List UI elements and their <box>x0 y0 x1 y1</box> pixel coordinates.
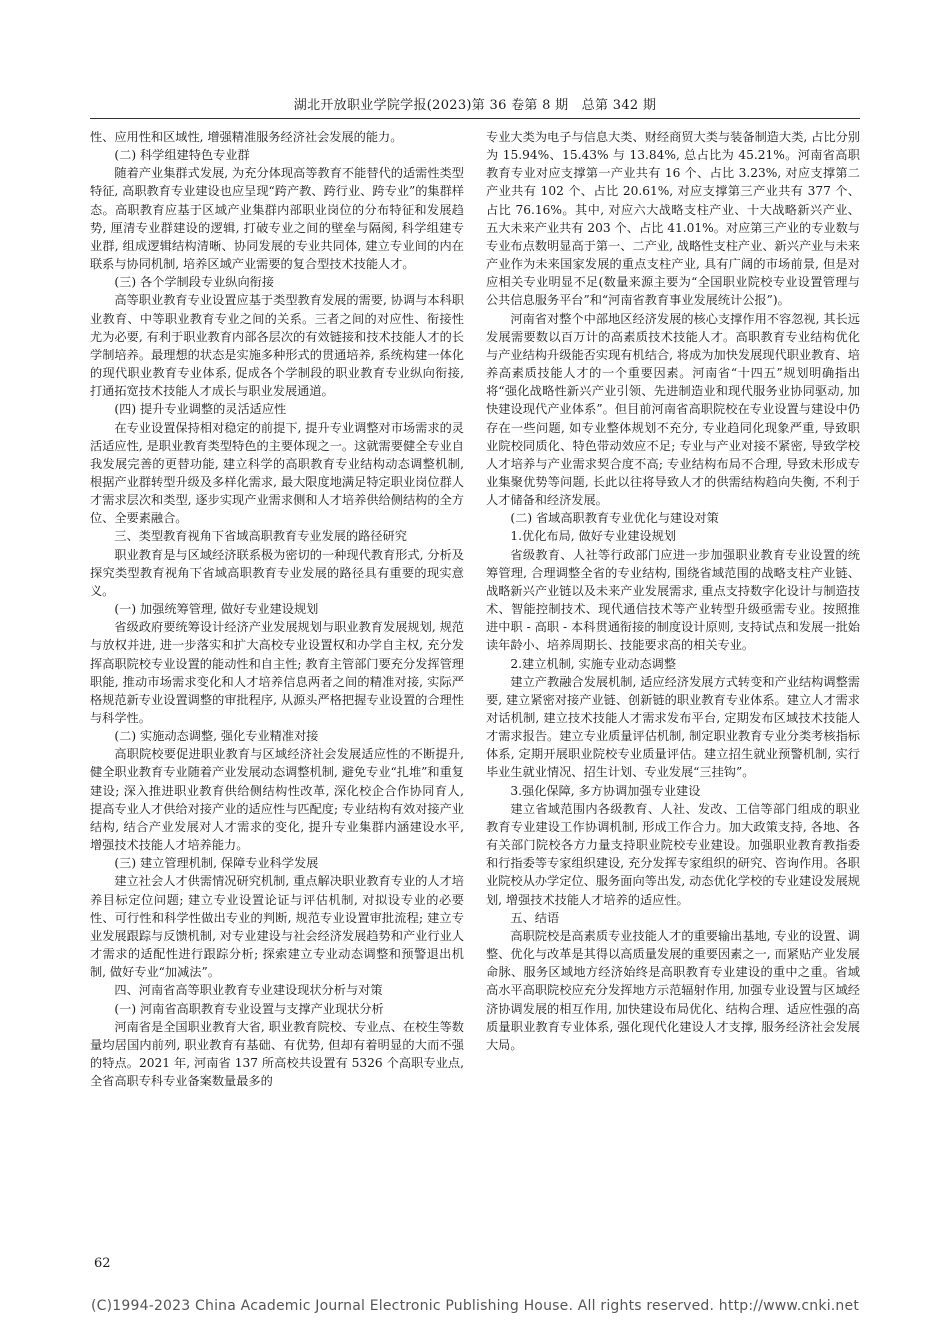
right-section-heading: 1.优化布局, 做好专业建设规划 <box>510 529 677 544</box>
left-paragraph: 建立社会人才供需情况研究机制, 重点解决职业教育专业的人才培养目标定位问题; 建立专业设置论证与评估机制, 对拟设专业的必要性、可行性和科学性做出专业的判断, 规范专业设置审批流程; 建立专业发展跟踪与反馈机制, 对专业建设与社会经济发展趋势和产业行业人才需求的适配性进行跟踪分析; 探索建立专业动态调整和预警退出机制, 做好专业“加减法”。 <box>90 874 464 980</box>
right-section-heading: 五、结语 <box>510 910 560 925</box>
left-section-heading: (三) 建立管理机制, 保障专业科学发展 <box>114 856 319 871</box>
left-paragraph: 高职院校要促进职业教育与区域经济社会发展适应性的不断提升, 健全职业教育专业随着产业发展动态调整机制, 避免专业“扎堆”和重复建设; 深入推进职业教育供给侧结构性改革, 深化校企合作协同育人, 提高专业人才供给对接产业的适应性与匹配度; 专业结构有效对接产业结构, 结合产业发展对人才需求的变化, 提升专业集群内涵建设水平, 增强技术技能人才培养能力。 <box>90 747 464 853</box>
left-section-heading: 三、类型教育视角下省域高职教育专业发展的路径研究 <box>114 529 407 544</box>
left-section-heading: 四、河南省高等职业教育专业建设现状分析与对策 <box>114 983 383 998</box>
left-paragraph: 省级政府要统筹设计经济产业发展规划与职业教育发展规划, 规范与放权并进, 进一步落实和扩大高校专业设置权和办学自主权, 充分发挥高职院校专业设置的能动性和自主性; 教育主管部门要充分发挥管理职能, 推动市场需求变化和人才培养信息两者之间的精准对接, 实际严格规范新专业设置调整的审批程序, 从源头严格把握专业设置的合理性与科学性。 <box>90 620 464 725</box>
left-section-heading: (二) 科学组建特色专业群 <box>114 148 250 163</box>
left-section-heading: (一) 河南省高职教育专业设置与支撑产业现状分析 <box>114 1001 384 1016</box>
right-paragraph: 高职院校是高素质专业技能人才的重要输出基地, 专业的设置、调整、优化与改革是其得以高质量发展的重要因素之一, 而紧贴产业发展命脉、服务区域地方经济始终是高职教育专业建设的重中之重。省域高水平高职院校应充分发挥地方示范辐射作用, 加强专业设置与区域经济协调发展的相互作用, 加快建设布局优化、结构合理、适应性强的高质量职业教育专业体系, 强化现代化建设人才支撑, 服务经济社会发展大局。 <box>486 928 860 1052</box>
right-section-heading: 2.建立机制, 实施专业动态调整 <box>510 656 677 671</box>
copyright-footer: (C)1994-2023 China Academic Journal Electronic Publishing House. All rights reserved. http://www.cnki.net <box>90 1298 860 1314</box>
right-column <box>486 128 860 1054</box>
left-paragraph: 河南省是全国职业教育大省, 职业教育院校、专业点、在校生等数量均居国内前列, 职业教育有基础、有优势, 但却有着明显的大而不强的特点。2021 年, 河南省 137 所高校共设置有 5326 个高职专业点, 全省高职专科专业备案数量最多的 <box>90 1019 464 1089</box>
left-section-heading: (一) 加强统筹管理, 做好专业建设规划 <box>114 602 319 617</box>
left-section-heading: (二) 实施动态调整, 强化专业精准对接 <box>114 729 319 744</box>
left-paragraph: 高等职业教育专业设置应基于类型教育发展的需要, 协调与本科职业教育、中等职业教育专业之间的关系。三者之间的对应性、衔接性尤为必要, 有利于职业教育内部各层次的有效链接和技术技能人才的长学制培养。最理想的状态是实施多种形式的贯通培养, 系统构建一体化的现代职业教育专业体系, 促成各个学制段的职业教育专业纵向衔接, 打通拓宽技术技能人才成长与职业发展通道。 <box>90 293 464 399</box>
right-paragraph: 省级教育、人社等行政部门应进一步加强职业教育专业设置的统筹管理, 合理调整全省的专业结构, 围绕省域范围的战略支柱产业链、战略新兴产业链以及未来产业发展需求, 重点支持数字化设计与制造技术、智能控制技术、现代通信技术等产业转型升级亟需专业。按照推进中职 - 高职 - 本科贯通衔接的制度设计原则, 支持试点和发展一批始读年龄小、培养周期长、技能要求高的相关专业。 <box>486 547 860 653</box>
left-paragraph: 性、应用性和区域性, 增强精准服务经济社会发展的能力。 <box>90 130 403 144</box>
right-paragraph: 建立省域范围内各级教育、人社、发改、工信等部门组成的职业教育专业建设工作协调机制, 形成工作合力。加大政策支持, 各地、各有关部门院校各方力量支持职业院校专业建设。加强职业教育教指委和行指委等专家组织建设, 充分发挥专家组织的研究、咨询作用。各职业院校从办学定位、服务面向等出发, 动态优化学校的专业建设发展规划, 增强技术技能人才培养的适应性。 <box>486 801 860 907</box>
left-paragraph: 职业教育是与区域经济联系极为密切的一种现代教育形式, 分析及探究类型教育视角下省域高职教育专业发展的路径具有重要的现实意义。 <box>90 547 464 598</box>
left-section-heading: (三) 各个学制段专业纵向衔接 <box>114 275 275 290</box>
header-rule <box>90 118 860 119</box>
left-column <box>90 128 464 1090</box>
left-paragraph: 随着产业集群式发展, 为充分体现高等教育不能替代的适需性类型特征, 高职教育专业建设也应呈现“跨产教、跨行业、跨专业”的集群样态。高职教育应基于区域产业集群内部职业岗位的分布特征和发展趋势, 厘清专业群建设的逻辑, 打破专业之间的壁垒与隔阂, 科学组建专业群, 组成逻辑结构清晰、协同发展的专业共同体, 建立专业间的内在联系与协同机制, 培养区域产业需要的复合型技术技能人才。 <box>90 166 464 272</box>
right-section-heading: 3.强化保障, 多方协调加强专业建设 <box>510 783 701 798</box>
right-paragraph: 建立产教融合发展机制, 适应经济发展方式转变和产业结构调整需要, 建立紧密对接产业链、创新链的职业教育专业体系。建立人才需求对话机制, 建立技术技能人才需求发布平台, 定期发布区域技术技能人才需求报告。建立专业质量评估机制, 制定职业教育专业分类考核指标体系, 定期开展职业院校专业质量评估。建立招生就业预警机制, 实行毕业生就业情况、招生计划、专业发展“三挂钩”。 <box>486 674 860 780</box>
page-number: 62 <box>94 1256 111 1271</box>
running-header: 湖北开放职业学院学报(2023)第 36 卷第 8 期 总第 342 期 <box>293 98 657 113</box>
right-section-heading: (二) 省域高职教育专业优化与建设对策 <box>510 511 719 526</box>
right-paragraph: 河南省对整个中部地区经济发展的核心支撑作用不容忽视, 其长远发展需要数以百万计的高素质技术技能人才。高职教育专业结构优化与产业结构升级能否实现有机结合, 将成为加快发展现代职业教育、培养高素质技能人才的一个重要因素。河南省“十四五”规划明确指出将“强化战略性新兴产业引领、先进制造业和现代服务业协同驱动, 加快建设现代产业体系”。但目前河南省高职院校在专业设置与建设中仍存在一些问题, 如专业整体规划不充分, 专业趋同化现象严重, 导致职业院校同质化、特色带动效应不足; 专业与产业对接不紧密, 导致学校人才培养与产业需求契合度不高; 专业结构布局不合理, 导致未形成专业集聚优势等问题, 长此以往将导致人才的供需结构趋向失衡, 不利于人才储备和经济发展。 <box>486 311 860 508</box>
left-paragraph: 在专业设置保持相对稳定的前提下, 提升专业调整对市场需求的灵活适应性, 是职业教育类型特色的主要体现之一。这就需要健全专业自我发展完善的更替功能, 建立科学的高职教育专业结构动态调整机制, 根据产业群转型升级及多样化需求, 最大限度地满足特定职业岗位群人才需求层次和类型, 逐步实现产业需求侧和人才培养供给侧结构的全方位、全要素融合。 <box>90 420 464 526</box>
right-paragraph: 专业大类为电子与信息大类、财经商贸大类与装备制造大类, 占比分别为 15.94%、15.43% 与 13.84%, 总占比为 45.21%。河南省高职教育专业对应支撑第一产业共有 16 个、占比 3.23%, 对应支撑第二产业共有 102 个、占比 20.61%, 对应支撑第三产业共有 377 个、占比 76.16%。其中, 对应六大战略支柱产业、十大战略新兴产业、五大未来产业共有 203 个、占比 41.01%。对应第三产业的专业数与专业布点数明显高于第一、二产业, 战略性支柱产业、新兴产业与未来产业作为未来国家发展的重点支柱产业, 具有广阔的市场前景, 但是对应相关专业明显不足(数量来源主要为“全国职业院校专业设置管理与公共信息服务平台”和“河南省教育事业发展统计公报”)。 <box>486 130 860 308</box>
left-section-heading: (四) 提升专业调整的灵活适应性 <box>114 402 287 417</box>
